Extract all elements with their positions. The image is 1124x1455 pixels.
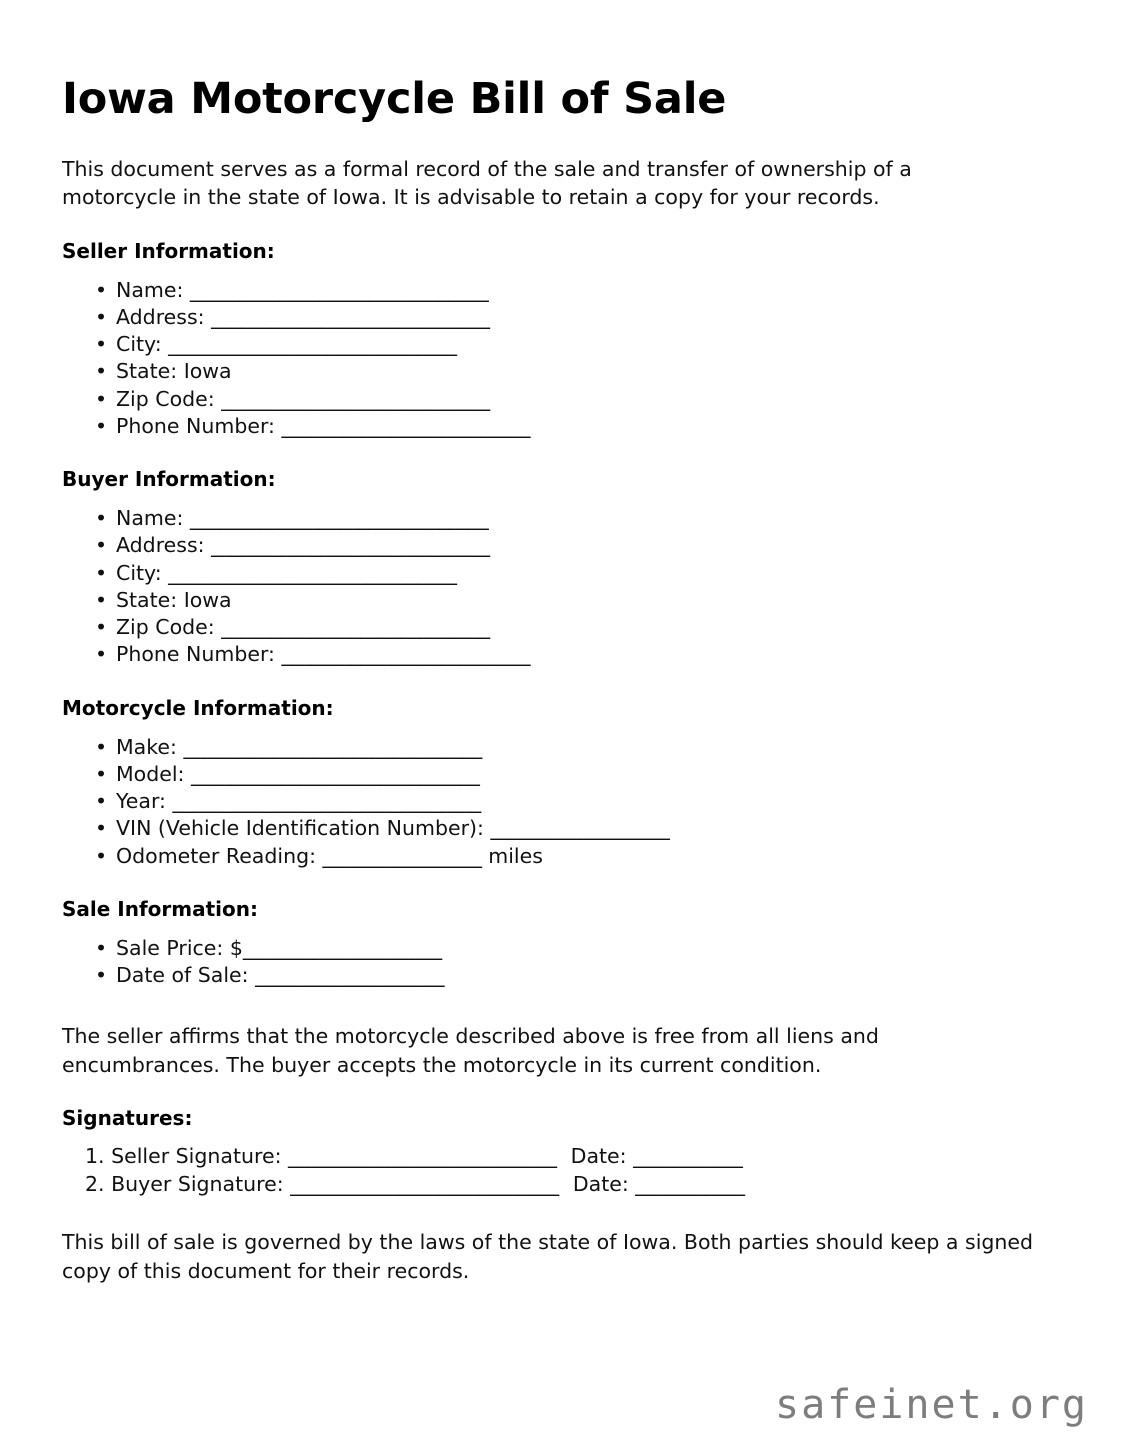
- field-label: Date of Sale:: [116, 963, 249, 988]
- signature-date-blank-line[interactable]: ___________: [635, 1171, 745, 1196]
- field-motorcycle-vin: [95, 815, 1062, 842]
- signature-blank-line[interactable]: ___________________________: [290, 1171, 559, 1196]
- field-buyer-city: [95, 560, 1062, 587]
- page-title: Iowa Motorcycle Bill of Sale: [62, 74, 727, 124]
- field-label: Address:: [116, 533, 205, 558]
- buyer-field-list: [62, 505, 1062, 669]
- motorcycle-field-list: [62, 734, 1062, 870]
- signature-label: Buyer Signature:: [111, 1171, 284, 1196]
- field-seller-phone-number: [95, 413, 1062, 440]
- field-value: Iowa: [183, 359, 232, 384]
- field-seller-address: [95, 304, 1062, 331]
- seller-field-list: [62, 277, 1062, 441]
- signature-row-seller: [85, 1143, 1062, 1171]
- field-label: Year:: [116, 789, 166, 814]
- field-buyer-name: [95, 505, 1062, 532]
- field-blank-line[interactable]: ___________________: [255, 963, 445, 988]
- field-blank-line[interactable]: _____________________________: [168, 332, 457, 357]
- field-label: Zip Code:: [116, 615, 215, 640]
- field-blank-line[interactable]: ______________________________: [183, 734, 482, 759]
- seller-information-heading: Seller Information:: [62, 238, 275, 263]
- field-motorcycle-model: [95, 761, 1062, 788]
- field-blank-line[interactable]: _________________________: [281, 413, 531, 438]
- field-blank-line[interactable]: _____________________________: [191, 761, 480, 786]
- field-label: VIN (Vehicle Identification Number):: [116, 816, 484, 841]
- field-blank-line[interactable]: ______________________________: [189, 277, 489, 302]
- field-label: Phone Number:: [116, 642, 275, 667]
- affirmation-paragraph: The seller affirms that the motorcycle described above is free from all liens and encumbrances. The buyer accepts the motorcycle in its current condition.: [62, 1024, 879, 1077]
- field-blank-line[interactable]: ____________________________: [211, 304, 490, 329]
- field-blank-line[interactable]: ______________________________: [189, 506, 489, 531]
- field-label: Phone Number:: [116, 413, 275, 438]
- signature-blank-line[interactable]: ___________________________: [288, 1144, 557, 1169]
- intro-paragraph: This document serves as a formal record of the sale and transfer of ownership of a motorcycle in the state of Iowa. It is advisable to retain a copy for your records.: [62, 157, 912, 210]
- field-label: Address:: [116, 304, 205, 329]
- field-label: State:: [116, 359, 178, 384]
- field-label: State:: [116, 587, 178, 612]
- signature-date-label: Date:: [570, 1144, 627, 1169]
- motorcycle-information-heading: Motorcycle Information:: [62, 695, 334, 720]
- field-label: Odometer Reading:: [116, 843, 316, 868]
- field-unit-suffix: miles: [488, 843, 543, 868]
- field-blank-line[interactable]: ____________________________: [211, 533, 490, 558]
- field-blank-line[interactable]: _________________________: [281, 642, 531, 667]
- field-buyer-address: [95, 532, 1062, 559]
- field-label: City:: [116, 560, 162, 585]
- field-motorcycle-odometer: [95, 843, 1062, 870]
- sale-field-list: [62, 935, 1062, 990]
- field-blank-line[interactable]: _______________________________: [172, 789, 481, 814]
- field-sale-price: [95, 935, 1062, 962]
- field-seller-zip-code: [95, 386, 1062, 413]
- field-seller-name: [95, 277, 1062, 304]
- field-seller-state: [95, 358, 1062, 385]
- field-label: Sale Price: $: [116, 935, 243, 960]
- signature-list: [62, 1143, 1062, 1198]
- closing-paragraph: This bill of sale is governed by the laws of the state of Iowa. Both parties should keep a signed copy of this document for their records.: [62, 1230, 1034, 1283]
- field-blank-line[interactable]: ___________________________: [221, 615, 490, 640]
- field-seller-city: [95, 331, 1062, 358]
- field-label: City:: [116, 332, 162, 357]
- field-blank-line[interactable]: ____________________: [242, 935, 442, 960]
- field-blank-line[interactable]: __________________: [490, 816, 670, 841]
- field-date-of-sale: [95, 962, 1062, 989]
- field-label: Make:: [116, 734, 177, 759]
- signature-date-blank-line[interactable]: ___________: [633, 1144, 743, 1169]
- field-buyer-phone-number: [95, 641, 1062, 668]
- field-motorcycle-year: [95, 788, 1062, 815]
- field-blank-line[interactable]: _____________________________: [168, 560, 457, 585]
- field-blank-line[interactable]: ___________________________: [221, 386, 490, 411]
- field-label: Zip Code:: [116, 386, 215, 411]
- field-label: Model:: [116, 761, 185, 786]
- field-value: Iowa: [183, 587, 232, 612]
- signature-label: Seller Signature:: [111, 1144, 282, 1169]
- signature-date-label: Date:: [572, 1171, 629, 1196]
- site-watermark: safeinet.org: [775, 1382, 1088, 1428]
- field-motorcycle-make: [95, 734, 1062, 761]
- field-buyer-zip-code: [95, 614, 1062, 641]
- field-buyer-state: [95, 587, 1062, 614]
- signatures-heading: Signatures:: [62, 1106, 193, 1131]
- signature-row-buyer: [85, 1171, 1062, 1199]
- field-label: Name:: [116, 506, 184, 531]
- field-label: Name:: [116, 277, 184, 302]
- buyer-information-heading: Buyer Information:: [62, 467, 276, 492]
- field-blank-line[interactable]: ________________: [322, 843, 482, 868]
- sale-information-heading: Sale Information:: [62, 896, 258, 921]
